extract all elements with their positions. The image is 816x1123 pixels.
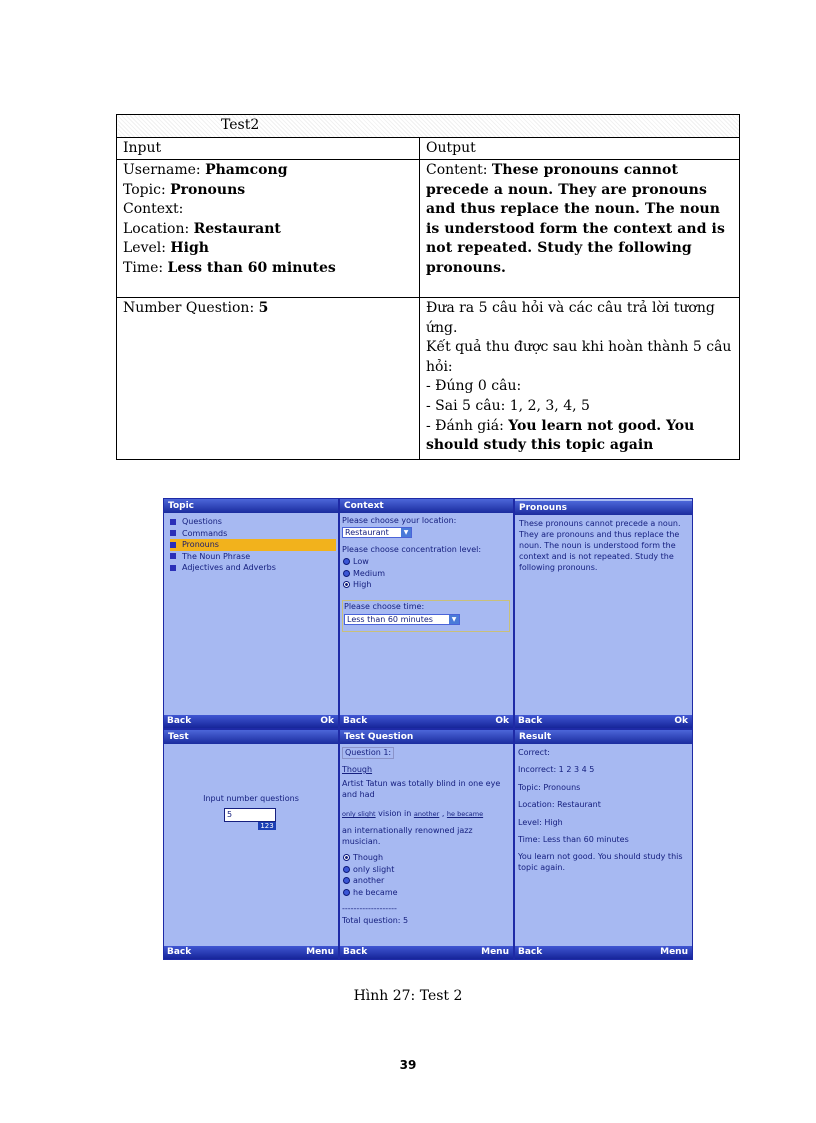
back-softkey[interactable]: Back <box>343 947 368 957</box>
page-number: 39 <box>399 1058 417 1072</box>
input-row-value: High <box>170 240 209 257</box>
test-question-title: Test Question <box>340 730 513 744</box>
question-sentence-1: Artist Tatun was totally blind in one eye and had <box>342 779 501 799</box>
radio-icon <box>343 570 350 577</box>
level-option-low[interactable]: Low <box>343 556 385 568</box>
radio-selected-icon <box>343 581 350 588</box>
topic-item[interactable]: Questions <box>170 516 336 528</box>
input-row-value: Less than 60 minutes <box>167 259 336 276</box>
level-option-high[interactable]: High <box>343 579 385 591</box>
test-title: Test <box>164 730 338 744</box>
topic-screen <box>164 499 338 728</box>
ok-softkey[interactable]: Ok <box>495 716 509 726</box>
bullet-icon <box>170 542 176 548</box>
result-time: Time: Less than 60 minutes <box>518 835 629 844</box>
result-title: Result <box>515 730 692 744</box>
location-prompt: Please choose your location: <box>342 516 457 525</box>
test-table <box>116 114 740 460</box>
pronouns-title: Pronouns <box>515 501 692 515</box>
input-row-value: Phamcong <box>205 162 288 178</box>
back-softkey[interactable]: Back <box>518 716 543 726</box>
location-dropdown[interactable]: Restaurant ▼ <box>342 527 412 538</box>
input-row-label: Level: <box>123 240 171 257</box>
result-topic: Topic: Pronouns <box>518 783 581 792</box>
topic-item[interactable]: Commands <box>170 528 336 540</box>
topic-softkeys <box>164 715 338 728</box>
context-softkeys <box>340 715 513 728</box>
pronouns-text: These pronouns cannot precede a noun. They are pronouns and thus replace the noun. The noun is understood form the context and is not repeated. Study the following pronouns. <box>519 519 681 572</box>
input-row <box>123 181 413 201</box>
result-location: Location: Restaurant <box>518 800 601 809</box>
output-line-2: Kết quả thu được sau khi hoàn thành 5 câu hỏi: <box>426 339 732 375</box>
question-label: Question 1: <box>342 747 394 759</box>
input-row-label: Username: <box>123 162 206 178</box>
back-softkey[interactable]: Back <box>167 716 192 726</box>
topic-item[interactable]: Adjectives and Adverbs <box>170 562 336 574</box>
blank-comma: , <box>441 809 445 818</box>
result-softkeys <box>515 946 692 959</box>
content-label: Content: <box>426 162 492 178</box>
separator: ------------------- <box>342 904 397 913</box>
answer-option[interactable]: he became <box>343 887 398 899</box>
output-correct: - Đúng 0 câu: <box>426 378 522 395</box>
evaluation-label: - Đánh giá: <box>426 417 509 434</box>
radio-selected-icon <box>343 854 350 861</box>
question-blanks <box>342 808 512 820</box>
answer-option[interactable]: only slight <box>343 864 398 876</box>
ok-softkey[interactable]: Ok <box>320 716 334 726</box>
blank-mid: vision in <box>378 809 412 818</box>
question-count-input[interactable]: 5 <box>224 808 276 822</box>
topic-list <box>170 516 336 574</box>
answer-link[interactable]: Though <box>342 765 373 774</box>
topic-item[interactable]: The Noun Phrase <box>170 551 336 563</box>
input-row-label: Topic: <box>123 181 171 198</box>
bullet-icon <box>170 530 176 536</box>
pronouns-screen <box>515 499 692 728</box>
test-screen <box>164 730 338 959</box>
result-incorrect: Incorrect: 1 2 3 4 5 <box>518 765 595 774</box>
input-row <box>123 239 413 259</box>
test-softkeys <box>164 946 338 959</box>
input-row-value: Restaurant <box>193 220 281 237</box>
answer-option[interactable]: Though <box>343 852 398 864</box>
blank-1[interactable]: only slight <box>342 810 376 818</box>
result-screen <box>515 730 692 959</box>
output-line-1: Đưa ra 5 câu hỏi và các câu trả lời tương ứng. <box>426 300 715 336</box>
test-question-screen <box>340 730 513 959</box>
answer-options <box>343 852 398 898</box>
radio-icon <box>343 866 350 873</box>
input-row <box>123 161 413 181</box>
test-question-softkeys <box>340 946 513 959</box>
topic-item-selected[interactable]: Pronouns <box>170 539 336 551</box>
back-softkey[interactable]: Back <box>343 716 368 726</box>
result-level: Level: High <box>518 818 563 827</box>
input-lines <box>123 161 413 279</box>
header-output: Output <box>420 138 740 160</box>
menu-softkey[interactable]: Menu <box>481 947 509 957</box>
blank-3[interactable]: he became <box>446 810 484 818</box>
input-row-label: Time: <box>123 259 168 276</box>
content-cell <box>420 160 740 298</box>
time-dropdown[interactable]: Less than 60 minutes ▼ <box>344 614 460 625</box>
input-mode-indicator: 123 <box>258 822 276 830</box>
result-correct: Correct: <box>518 748 550 757</box>
result-description-cell <box>420 298 740 460</box>
back-softkey[interactable]: Back <box>167 947 192 957</box>
topic-title: Topic <box>164 499 338 513</box>
number-value: 5 <box>258 300 269 316</box>
table-title: Test2 <box>117 115 740 138</box>
time-group <box>342 600 510 632</box>
context-screen <box>340 499 513 728</box>
answer-option[interactable]: another <box>343 875 398 887</box>
chevron-down-icon: ▼ <box>401 528 411 537</box>
output-evaluation <box>426 417 733 456</box>
input-row-label: Context: <box>123 201 184 218</box>
app-screenshots <box>163 498 693 960</box>
chevron-down-icon: ▼ <box>449 615 459 624</box>
radio-icon <box>343 558 350 565</box>
menu-softkey[interactable]: Menu <box>660 947 688 957</box>
figure-caption: Hình 27: Test 2 <box>353 988 463 1004</box>
input-row-value: Pronouns <box>170 181 246 198</box>
context-title: Context <box>340 499 513 513</box>
level-options <box>343 556 385 591</box>
back-softkey[interactable]: Back <box>518 947 543 957</box>
bullet-icon <box>170 553 176 559</box>
radio-icon <box>343 877 350 884</box>
input-row <box>123 220 413 240</box>
level-option-medium[interactable]: Medium <box>343 568 385 580</box>
time-prompt: Please choose time: <box>344 602 425 611</box>
input-row-label: Location: <box>123 220 194 237</box>
output-wrong: - Sai 5 câu: 1, 2, 3, 4, 5 <box>426 397 590 414</box>
result-message: You learn not good. You should study this topic again. <box>518 852 683 872</box>
input-cell <box>117 160 420 298</box>
evaluation-value: You learn not good. You should study this topic again <box>426 417 695 454</box>
header-input: Input <box>117 138 420 160</box>
input-row <box>123 259 413 279</box>
content-value: These pronouns cannot precede a noun. They are pronouns and thus replace the noun. The noun is understood form the context and is not repeated. Study the following pronouns. <box>426 162 725 276</box>
number-cell <box>117 298 420 460</box>
radio-icon <box>343 889 350 896</box>
menu-softkey[interactable]: Menu <box>306 947 334 957</box>
total-questions: Total question: 5 <box>342 916 409 925</box>
bullet-icon <box>170 519 176 525</box>
level-prompt: Please choose concentration level: <box>342 545 482 554</box>
bullet-icon <box>170 565 176 571</box>
blank-2[interactable]: another <box>413 810 440 818</box>
pronouns-softkeys <box>515 715 692 728</box>
number-label: Number Question: <box>123 300 259 316</box>
ok-softkey[interactable]: Ok <box>674 716 688 726</box>
test-prompt: Input number questions <box>203 794 299 803</box>
input-row <box>123 200 413 220</box>
question-sentence-2: an internationally renowned jazz musician. <box>342 826 473 846</box>
